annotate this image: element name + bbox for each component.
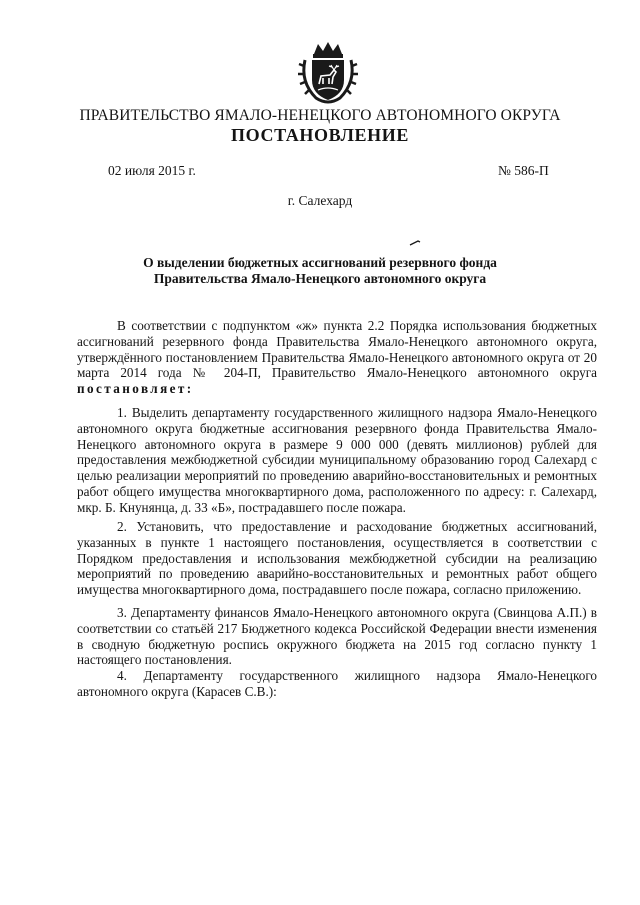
document-number: № 586-П	[498, 163, 549, 178]
preamble-paragraph	[77, 318, 597, 397]
document-type-title: ПОСТАНОВЛЕНИЕ	[231, 125, 409, 145]
item-2-paragraph: 2. Установить, что предоставление и расходование бюджетных ассигнований, указанных в пункте 1 настоящего постановления, осуществляется в соответствии с Порядком предоставления и использования межбюджетной субсидии на реализацию мероприятий по проведению аварийно-восстановительных и ремонтных работ общего имущества многоквартирного дома, пострадавшего после пожара, согласно приложению.	[77, 519, 597, 598]
item-3-paragraph: 3. Департаменту финансов Ямало-Ненецкого автономного округа (Свинцова А.П.) в соответствии со статьёй 217 Бюджетного кодекса Российской Федерации внести изменения в сводную бюджетную роспись окружного бюджета на 2015 год согласно пункту 1 настоящего постановления.	[77, 605, 597, 668]
government-heading: ПРАВИТЕЛЬСТВО ЯМАЛО-НЕНЕЦКОГО АВТОНОМНОГО ОКРУГА	[79, 107, 561, 124]
item-1-paragraph: 1. Выделить департаменту государственного жилищного надзора Ямало-Ненецкого автономного округа бюджетные ассигнования резервного фонда Правительства Ямало-Ненецкого автономного округа в размере 9 000 000 (девять миллионов) рублей для предоставления межбюджетной субсидии муниципальному образованию город Салехард с целью реализации мероприятий по проведению аварийно-восстановительных и ремонтных работ общего имущества многоквартирного дома, расположенного по адресу: г. Салехард, мкр. Б. Кнунянца, д. 33 «Б», пострадавшего после пожара.	[77, 405, 597, 515]
document-subject	[0, 255, 640, 287]
preamble-text: В соответствии с подпунктом «ж» пункта 2.2 Порядка использования бюджетных ассигнований резервного фонда Правительства Ямало-Ненецкого автономного округа, утверждённого постановлением Правительства Ямало-Ненецкого автономного округа от 20 марта 2014 года № 204-П, Правительство Ямало-Ненецкого автономного округа	[77, 318, 597, 381]
stray-ink-mark	[409, 240, 421, 246]
document-city: г. Салехард	[287, 193, 353, 208]
subject-line-2: Правительства Ямало-Ненецкого автономного округа	[153, 271, 487, 286]
document-date: 02 июля 2015 г.	[108, 163, 196, 178]
subject-line-1: О выделении бюджетных ассигнований резервного фонда	[143, 255, 497, 270]
coat-of-arms-emblem	[296, 40, 360, 106]
decree-word: постановляет:	[77, 381, 194, 397]
item-4-paragraph: 4. Департаменту государственного жилищного надзора Ямало-Ненецкого автономного округа (Карасев С.В.):	[77, 668, 597, 699]
